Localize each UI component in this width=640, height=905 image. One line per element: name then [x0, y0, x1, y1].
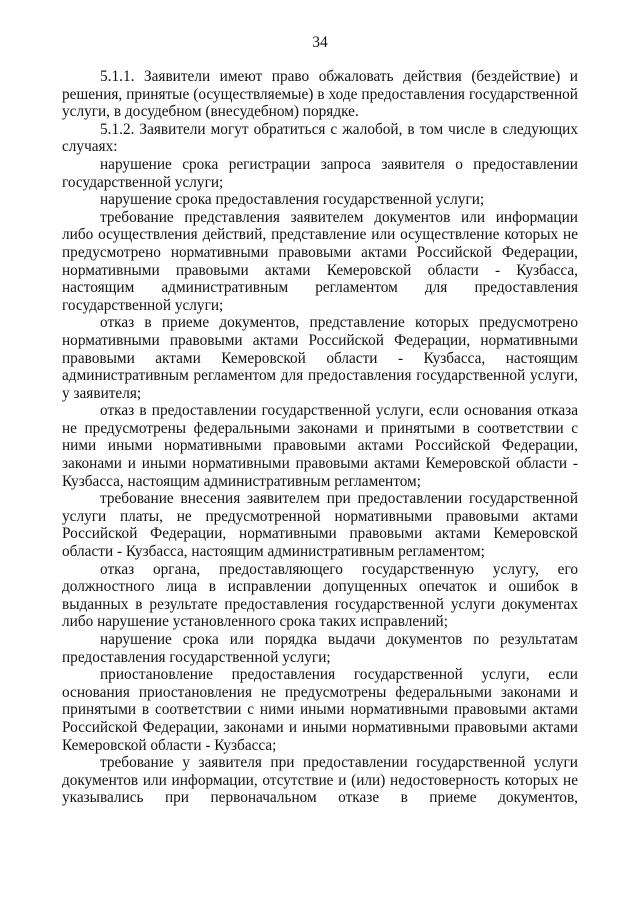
- list-item-fee-requirement: требование внесения заявителем при предоставлении государственной услуги платы, не предусмотренной нормативными правовыми актами Российской Федерации, нормативными правовыми актами Кемеровской области - Кузбасса, настоящим административным регламентом;: [62, 490, 578, 561]
- list-item-correction-refusal: отказ органа, предоставляющего государственную услугу, его должностного лица в исправлении допущенных опечаток и ошибок в выданных в результате предоставления государственной услуги документах либо нарушение установленного срока таких исправлений;: [62, 560, 578, 631]
- list-item-document-requirement: требование представления заявителем документов или информации либо осуществления действий, представление или осуществление которых не предусмотрено нормативными правовыми актами Российской Федерации, нормативными правовыми актами Кемеровской области - Кузбасса, настоящим административным регламентом для предоставления государственной услуги;: [62, 208, 578, 314]
- list-item-acceptance-refusal: отказ в приеме документов, представление которых предусмотрено нормативными правовыми актами Российской Федерации, нормативными правовыми актами Кемеровской области - Кузбасса, настоящим административным регламентом для предоставления государственной услуги, у заявителя;: [62, 314, 578, 402]
- page-number: 34: [312, 34, 328, 51]
- list-item-registration-violation: нарушение срока регистрации запроса заявителя о предоставлении государственной услуги;: [62, 155, 578, 191]
- list-item-service-refusal: отказ в предоставлении государственной услуги, если основания отказа не предусмотрены федеральными законами и принятыми в соответствии с ними иными нормативными правовыми актами Российской Федерации, законами и иными нормативными правовыми актами Кемеровской области - Кузбасса, настоящим административным регламентом;: [62, 402, 578, 490]
- paragraph-5-1-2: 5.1.2. Заявители могут обратиться с жалобой, в том числе в следующих случаях:: [62, 120, 578, 156]
- document-body: [62, 68, 578, 807]
- list-item-suspension: приостановление предоставления государственной услуги, если основания приостановления не предусмотрены федеральными законами и принятыми в соответствии с ними иными нормативными правовыми актами Российской Федерации, законами и иными нормативными правовыми актами Кемеровской области - Кузбасса;: [62, 666, 578, 754]
- list-item-issuance-violation: нарушение срока или порядка выдачи документов по результатам предоставления государственной услуги;: [62, 631, 578, 666]
- list-item-document-demand: требование у заявителя при предоставлении государственной услуги документов или информации, отсутствие и (или) недостоверность которых не указывались при первоначальном отказе в приеме документов,: [62, 754, 578, 807]
- paragraph-5-1-1: 5.1.1. Заявители имеют право обжаловать действия (бездействие) и решения, принятые (осуществляемые) в ходе предоставления государственной услуги, в досудебном (внесудебном) порядке.: [62, 68, 578, 121]
- list-item-service-term-violation: нарушение срока предоставления государственной услуги;: [100, 191, 485, 209]
